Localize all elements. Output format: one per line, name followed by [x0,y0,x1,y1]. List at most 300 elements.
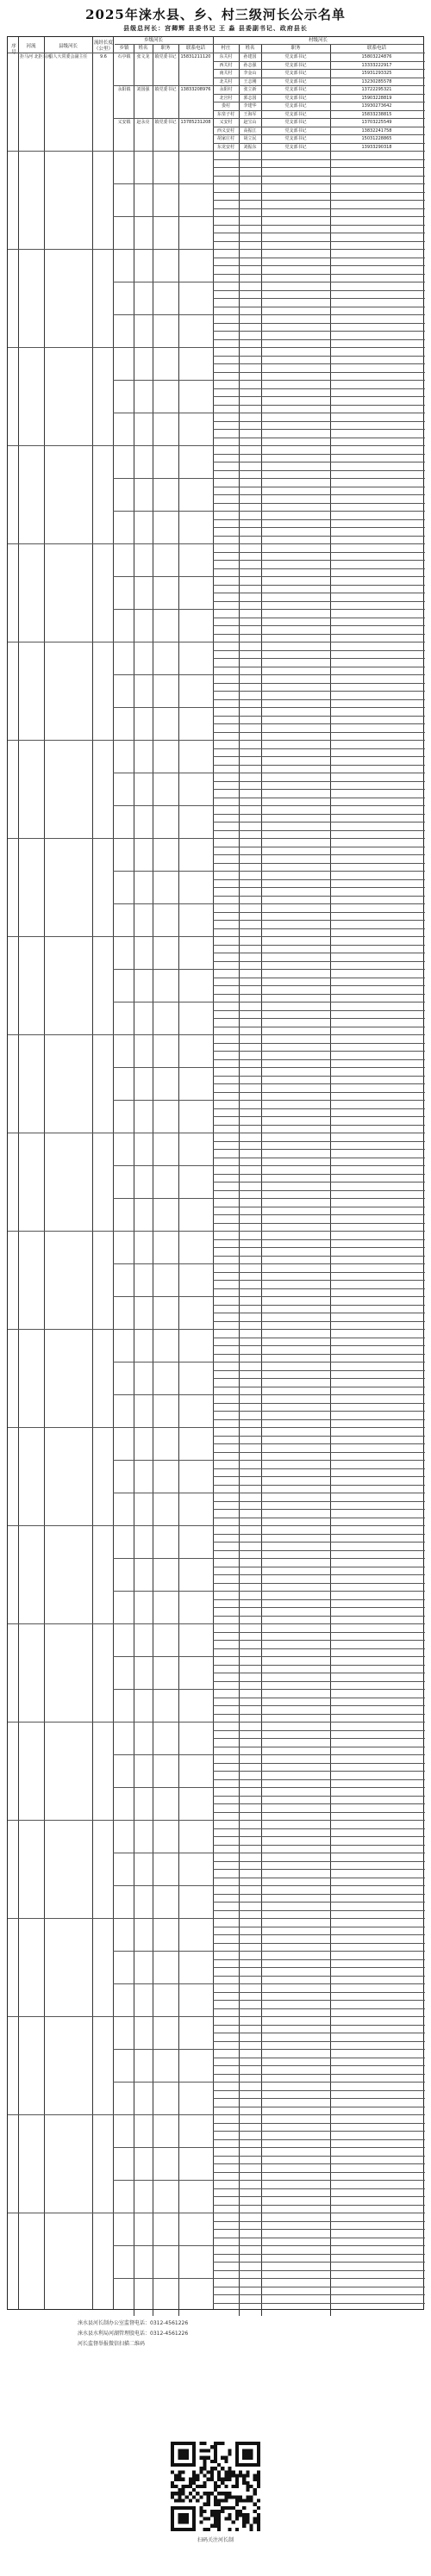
grid-hline [113,576,213,577]
grid-hline [213,94,425,95]
grid-hline [213,2303,425,2304]
grid-hline [113,1460,213,1461]
grid-hline [113,1689,213,1690]
grid-hline [113,707,213,708]
grid-hline [213,44,423,45]
grid-hline [8,445,113,446]
grid-hline [113,1656,213,1657]
grid-hline [213,216,425,217]
grid-hline [213,805,425,806]
grid-hline [213,1861,425,1862]
grid-hline [213,396,425,397]
grid-hline [113,2049,213,2050]
grid-hline [213,576,425,577]
grid-hline [213,1894,425,1895]
grid-hline [213,176,425,177]
grid-hline [113,85,213,86]
grid-hline [213,2082,425,2083]
grid-hline [213,1910,425,1911]
table-cell-vphone: 13930273642 [361,103,392,109]
grid-hline [213,1665,425,1666]
grid-hline [213,1272,425,1273]
grid-hline [213,2123,425,2124]
grid-hline [213,1796,425,1797]
grid-hline [213,1943,425,1944]
grid-hline [113,1165,213,1166]
grid-hline [113,1591,213,1592]
table-cell-vphone: 15031228865 [361,136,392,141]
document-subtitle: 县级总河长：宫卿辉 县委书记 王 淼 县委副书记、政府县长 [123,25,308,32]
grid-hline [213,912,425,913]
grid-hline [8,249,113,250]
table-cell-vduty: 党支部书记 [284,87,307,92]
grid-hline [213,945,425,946]
grid-hline [213,625,425,626]
grid-hline [113,1525,213,1526]
table-cell-vduty: 党支部书记 [284,111,307,117]
grid-hline [213,511,425,512]
grid-hline [8,1623,113,1624]
grid-hline [213,1018,425,1019]
grid-hline [213,896,425,897]
header-town-phone: 联系电话 [185,46,205,51]
grid-hline [213,1394,425,1395]
grid-hline [213,1174,425,1175]
grid-hline [213,2114,425,2115]
grid-hline [213,265,425,266]
grid-hline [213,1967,425,1968]
table-cell-vname: 孙志强 [243,62,257,68]
grid-hline [213,1509,425,1510]
grid-hline [213,1574,425,1575]
grid-hline [213,1845,425,1846]
grid-hline [213,2156,425,2157]
table-cell-vduty: 党支部书记 [284,144,307,150]
grid-hline [213,1165,425,1166]
table-cell-vphone: 13832241758 [361,127,392,133]
grid-hline [113,1918,213,1919]
header-town: 乡镇 [119,46,129,51]
grid-hline [213,1329,425,1330]
grid-hline [213,314,425,315]
grid-hline [213,1623,425,1624]
grid-hline [213,1599,425,1600]
grid-hline [213,1656,425,1657]
header-village: 村庄 [221,46,231,51]
grid-hline [213,543,425,544]
table-cell-vphone: 13703225549 [361,120,392,125]
grid-hline [213,2000,425,2001]
grid-vline [18,37,19,2309]
grid-hline [113,511,213,512]
table-cell-vphone: 15903228819 [361,95,392,101]
grid-hline [8,2016,113,2017]
grid-hline [113,478,213,479]
grid-hline [213,2172,425,2173]
grid-hline [213,674,425,675]
grid-hline [8,2114,113,2115]
grid-hline [113,1067,213,1068]
grid-hline [213,2270,425,2271]
grid-hline [113,740,213,741]
grid-hline [213,347,425,348]
grid-hline [113,805,213,806]
header-village-phone: 联系电话 [366,46,386,51]
table-cell-vphone: 13230285578 [361,78,392,84]
table-cell-town: 义安镇 [117,120,131,125]
footer-line-3: 河长监督举报微信扫描二维码 [78,2341,146,2347]
grid-hline [113,1394,213,1395]
grid-hline [113,1100,213,1101]
grid-hline [213,1648,425,1649]
grid-hline [213,2131,425,2132]
grid-hline [213,1100,425,1101]
grid-hline [213,151,425,152]
grid-hline [213,716,425,717]
grid-hline [213,1108,425,1109]
grid-hline [213,134,425,135]
table-cell-vphone: 15931293325 [361,71,392,76]
header-county-chief: 县级河长 [58,44,78,49]
table-cell-vduty: 党支部书记 [284,120,307,125]
grid-hline [213,1214,425,1215]
grid-hline [113,903,213,904]
grid-hline [213,1959,425,1960]
grid-hline [213,356,425,357]
table-cell-village: 东关村 [219,54,233,59]
grid-hline [213,961,425,962]
qr-code-icon[interactable] [171,2442,260,2531]
grid-hline [213,118,425,119]
grid-hline [213,1092,425,1093]
grid-hline [113,1329,213,1330]
grid-hline [213,85,425,86]
grid-hline [213,2278,425,2279]
grid-hline [213,388,425,389]
grid-hline [213,1149,425,1150]
grid-hline [213,2294,425,2295]
grid-hline [213,200,425,201]
grid-hline [213,1803,425,1804]
grid-hline [213,1436,425,1437]
grid-hline [213,1918,425,1919]
grid-vline [44,37,45,2309]
header-village-name: 姓名 [245,46,255,51]
table-cell-phone: 13833208976 [180,87,211,92]
grid-hline [213,1419,425,1420]
grid-hline [213,969,425,970]
grid-hline [113,674,213,675]
grid-hline [213,756,425,757]
table-cell-village: 东垒子村 [216,111,234,117]
grid-hline [213,920,425,921]
grid-vline [178,44,179,2316]
grid-hline [213,1427,425,1428]
header-town-group: 乡级河长 [143,38,163,43]
grid-hline [213,2229,425,2230]
table-cell-village: 义安村 [219,120,233,125]
grid-hline [113,1231,213,1232]
grid-hline [213,1460,425,1461]
grid-hline [213,863,425,864]
table-cell-vduty: 党支部书记 [284,127,307,133]
grid-hline [113,2082,213,2083]
grid-hline [213,634,425,635]
grid-hline [213,2074,425,2075]
grid-hline [113,1296,213,1297]
grid-hline [8,740,113,741]
grid-hline [213,2147,425,2148]
grid-hline [213,536,425,537]
grid-hline [213,1321,425,1322]
table-cell-county: 县人大常委会副主任 [48,54,88,59]
grid-hline [8,1329,113,1330]
grid-hline [113,1263,213,1264]
grid-hline [213,871,425,872]
grid-hline [213,1116,425,1117]
grid-hline [213,1869,425,1870]
grid-hline [213,1231,425,1232]
grid-hline [213,683,425,684]
grid-hline [213,110,425,111]
grid-hline [213,1378,425,1379]
grid-hline [213,1067,425,1068]
grid-hline [213,1403,425,1404]
grid-hline [213,225,425,226]
grid-hline [213,1256,425,1257]
grid-hline [213,421,425,422]
grid-hline [213,1828,425,1829]
grid-hline [113,314,213,315]
grid-hline [213,241,425,242]
grid-hline [213,1443,425,1444]
grid-hline [213,429,425,430]
table-cell-vphone: 13722295321 [361,87,392,92]
header-village-group: 村级河长 [308,38,328,43]
grid-hline [213,445,425,446]
grid-hline [113,1951,213,1952]
table-cell-village: 胡家庄村 [216,136,234,141]
river-chief-table [7,36,424,2310]
grid-hline [8,1525,113,1526]
grid-hline [213,1951,425,1952]
grid-hline [213,1034,425,1035]
table-cell-vduty: 党支部书记 [284,62,307,68]
grid-hline [213,2245,425,2246]
grid-hline [213,1239,425,1240]
grid-hline [213,1534,425,1535]
qr-caption: 扫码关注河长制 [197,2537,234,2543]
grid-hline [213,1051,425,1052]
table-cell-phone: 13785231208 [180,120,211,125]
grid-hline [213,290,425,291]
table-cell-duty: 镇党委书记 [154,120,177,125]
grid-hline [213,732,425,733]
grid-hline [213,1010,425,1011]
grid-hline [213,1076,425,1077]
table-cell-vname: 王海军 [243,111,257,117]
grid-hline [213,323,425,324]
grid-hline [213,2254,425,2255]
grid-hline [213,167,425,168]
grid-hline [8,1918,113,1919]
table-cell-river: 拒马河 北拒马河 [20,54,52,59]
table-cell-vname: 赵宝山 [243,120,257,125]
grid-hline [113,543,213,544]
grid-hline [213,478,425,479]
grid-hline [113,249,213,250]
grid-hline [113,1198,213,1199]
grid-hline [213,2065,425,2066]
grid-hline [213,830,425,831]
table-cell-vname: 胡立民 [243,136,257,141]
grid-hline [213,1370,425,1371]
grid-hline [213,2041,425,2042]
grid-hline [213,470,425,471]
table-cell-village: 南关村 [219,71,233,76]
grid-hline [213,1730,425,1731]
grid-hline [213,928,425,929]
grid-hline [213,249,425,250]
table-cell-vname: 李建华 [243,103,257,109]
grid-hline [213,61,425,62]
grid-hline [213,601,425,602]
grid-hline [213,1820,425,1821]
grid-hline [113,1427,213,1428]
grid-hline [113,216,213,217]
grid-hline [113,969,213,970]
grid-hline [213,1550,425,1551]
grid-hline [213,568,425,569]
grid-hline [213,339,425,340]
grid-hline [213,1305,425,1306]
table-cell-village: 西关村 [219,62,233,68]
table-cell-vname: 李金山 [243,71,257,76]
grid-hline [213,789,425,790]
grid-hline [213,1836,425,1837]
table-cell-name: 刘国强 [136,87,150,92]
grid-hline [213,69,425,70]
grid-hline [213,1190,425,1191]
table-cell-vphone: 13933290318 [361,144,392,150]
grid-hline [213,1059,425,1060]
table-cell-vphone: 13333222917 [361,62,392,68]
table-cell-length: 9.6 [100,54,107,59]
grid-hline [113,1623,213,1624]
grid-hline [213,699,425,700]
grid-hline [213,1738,425,1739]
grid-hline [213,1288,425,1289]
grid-hline [213,814,425,815]
grid-vline [92,37,93,2309]
grid-hline [213,1976,425,1977]
grid-hline [213,1476,425,1477]
grid-hline [113,1034,213,1035]
grid-hline [213,1689,425,1690]
grid-hline [8,1722,113,1723]
table-cell-name: 赵永亮 [136,120,150,125]
grid-hline [115,44,213,45]
grid-hline [113,2245,213,2246]
grid-hline [213,879,425,880]
table-cell-duty: 镇党委书记 [154,54,177,59]
grid-hline [213,1779,425,1780]
grid-hline [213,903,425,904]
grid-hline [8,1820,113,1821]
grid-hline [213,1223,425,1224]
grid-hline [213,372,425,373]
grid-hline [113,2114,213,2115]
grid-hline [213,208,425,209]
grid-hline [213,1043,425,1044]
grid-hline [113,2016,213,2017]
grid-hline [213,650,425,651]
grid-hline [213,748,425,749]
grid-hline [213,1525,425,1526]
grid-hline [213,1263,425,1264]
table-cell-village: 东龙安村 [216,144,234,150]
grid-hline [113,445,213,446]
grid-hline [213,183,425,184]
grid-hline [213,331,425,332]
grid-hline [213,854,425,855]
grid-hline [113,347,213,348]
table-cell-vname: 郭志国 [243,95,257,101]
table-cell-vduty: 党支部书记 [284,71,307,76]
grid-hline [213,691,425,692]
grid-hline [213,723,425,724]
grid-hline [113,2180,213,2181]
grid-hline [213,1787,425,1788]
grid-hline [213,1280,425,1281]
grid-hline [213,1141,425,1142]
grid-hline [213,1411,425,1412]
grid-hline [113,1722,213,1723]
grid-hline [113,151,213,152]
table-cell-vduty: 党支部书记 [284,136,307,141]
table-cell-vname: 刘振东 [243,144,257,150]
table-cell-vduty: 党支部书记 [284,103,307,109]
table-cell-vduty: 党支部书记 [284,54,307,59]
grid-hline [213,2025,425,2026]
grid-hline [213,1198,425,1199]
grid-hline [213,1345,425,1346]
grid-hline [213,1452,425,1453]
grid-hline [213,936,425,937]
grid-hline [213,560,425,561]
grid-hline [213,2139,425,2140]
grid-hline [213,2196,425,2197]
footer-line-2: 涞水县水利局河湖管理股电话：0312-4561226 [78,2331,189,2337]
grid-hline [213,585,425,586]
table-cell-vphone: 15833238815 [361,111,392,117]
grid-hline [213,519,425,520]
grid-hline [213,2180,425,2181]
grid-hline [213,1983,425,1984]
grid-hline [213,1247,425,1248]
grid-hline [113,183,213,184]
table-cell-vduty: 党支部书记 [284,95,307,101]
grid-hline [113,609,213,610]
grid-hline [213,2262,425,2263]
header-river: 河流 [26,44,36,49]
table-cell-town: 永阳镇 [117,87,131,92]
grid-hline [213,494,425,495]
grid-hline [8,936,113,937]
table-cell-village: 娄村 [221,103,230,109]
grid-hline [213,1607,425,1608]
table-cell-vname: 孙建国 [243,54,257,59]
